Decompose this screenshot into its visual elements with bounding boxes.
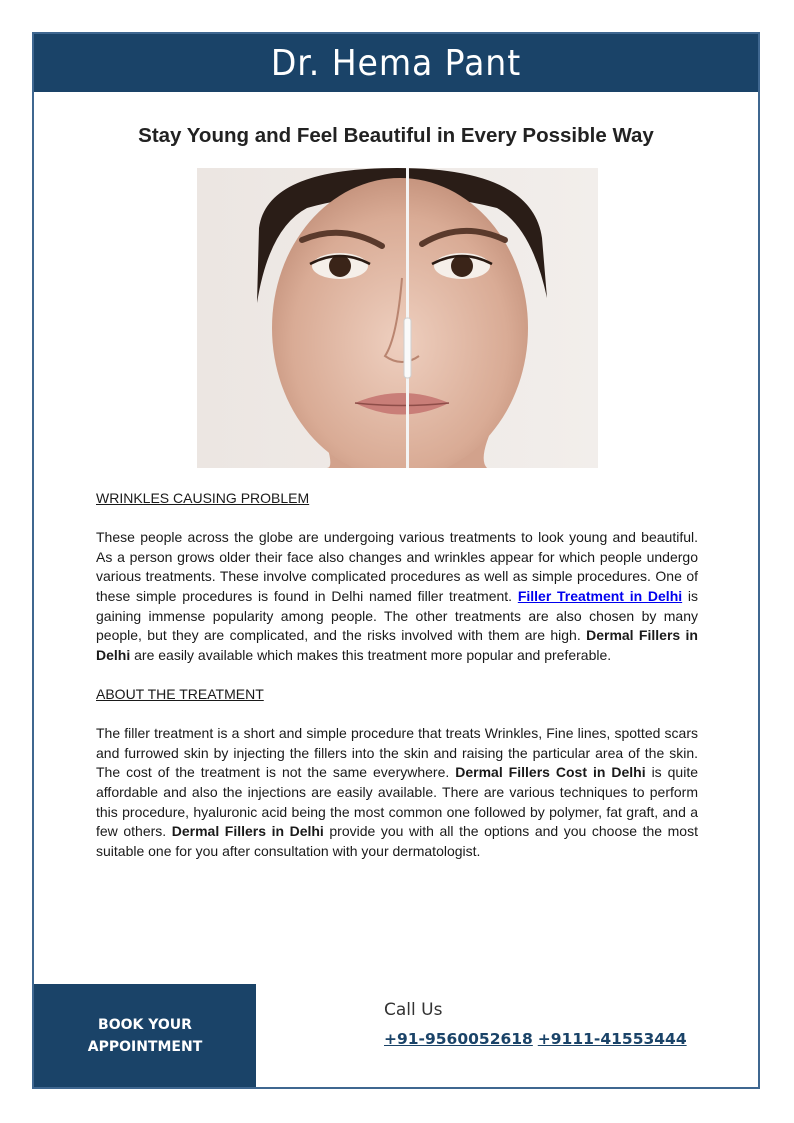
phone-numbers: [384, 1030, 687, 1048]
section-title-treatment: ABOUT THE TREATMENT: [96, 685, 264, 702]
paragraph-text: is gaining immense popularity among people. The other treatments are also chosen by many people, but they are complicated, and the risks involved with them are high.: [96, 587, 699, 644]
page-headline: Stay Young and Feel Beautiful in Every Possible Way: [138, 124, 654, 147]
header-banner: [34, 34, 758, 92]
book-label-line1: BOOK YOUR: [98, 1016, 192, 1033]
book-label-line2: APPOINTMENT: [87, 1038, 203, 1055]
paragraph-text: These people across the globe are undergoing various treatments to look young and beautiful. As a person grows older their face also changes and wrinkles appear for which people undergo various treatments. These involve complicated procedures as well as simple procedures. One of these simple procedures is found in Delhi named filler treatment.: [96, 529, 698, 604]
paragraph-text: are easily available which makes this treatment more popular and preferable.: [130, 646, 612, 663]
section-paragraph-treatment: [96, 724, 698, 861]
paragraph-text: is quite affordable and also the injections are easily available. There are various techniques to perform this procedure, hyaluronic acid being the most common one followed by polymer, fat graft, and a few others.: [96, 764, 699, 840]
call-us-heading: Call Us: [384, 1000, 443, 1020]
before-after-face-image: [197, 168, 598, 468]
bold-keyword: Dermal Fillers in Delhi: [171, 823, 324, 840]
bold-keyword: Dermal Fillers Cost in Delhi: [455, 764, 646, 781]
article-body: [96, 489, 698, 861]
book-appointment-button[interactable]: [34, 984, 256, 1087]
section-title-wrinkles: WRINKLES CAUSING PROBLEM: [96, 490, 310, 506]
phone-link-primary[interactable]: +91-9560052618: [384, 1030, 533, 1048]
page-frame: [32, 32, 760, 1089]
site-title: Dr. Hema Pant: [270, 42, 522, 84]
paragraph-text: provide you with all the options and you choose the most suitable one for you after consultation with your dermatologist.: [96, 823, 698, 859]
filler-treatment-link[interactable]: Filler Treatment in Delhi: [517, 587, 683, 604]
paragraph-text: The filler treatment is a short and simple procedure that treats Wrinkles, Fine lines, spotted scars and furrowed skin by injecting the fillers into the skin and raising the particular area of the skin. The cost of the treatment is not the same everywhere.: [96, 725, 698, 781]
phone-link-secondary[interactable]: +9111-41553444: [537, 1030, 687, 1048]
section-paragraph-wrinkles: [96, 528, 698, 665]
bold-keyword: Dermal Fillers in Delhi: [96, 627, 698, 663]
